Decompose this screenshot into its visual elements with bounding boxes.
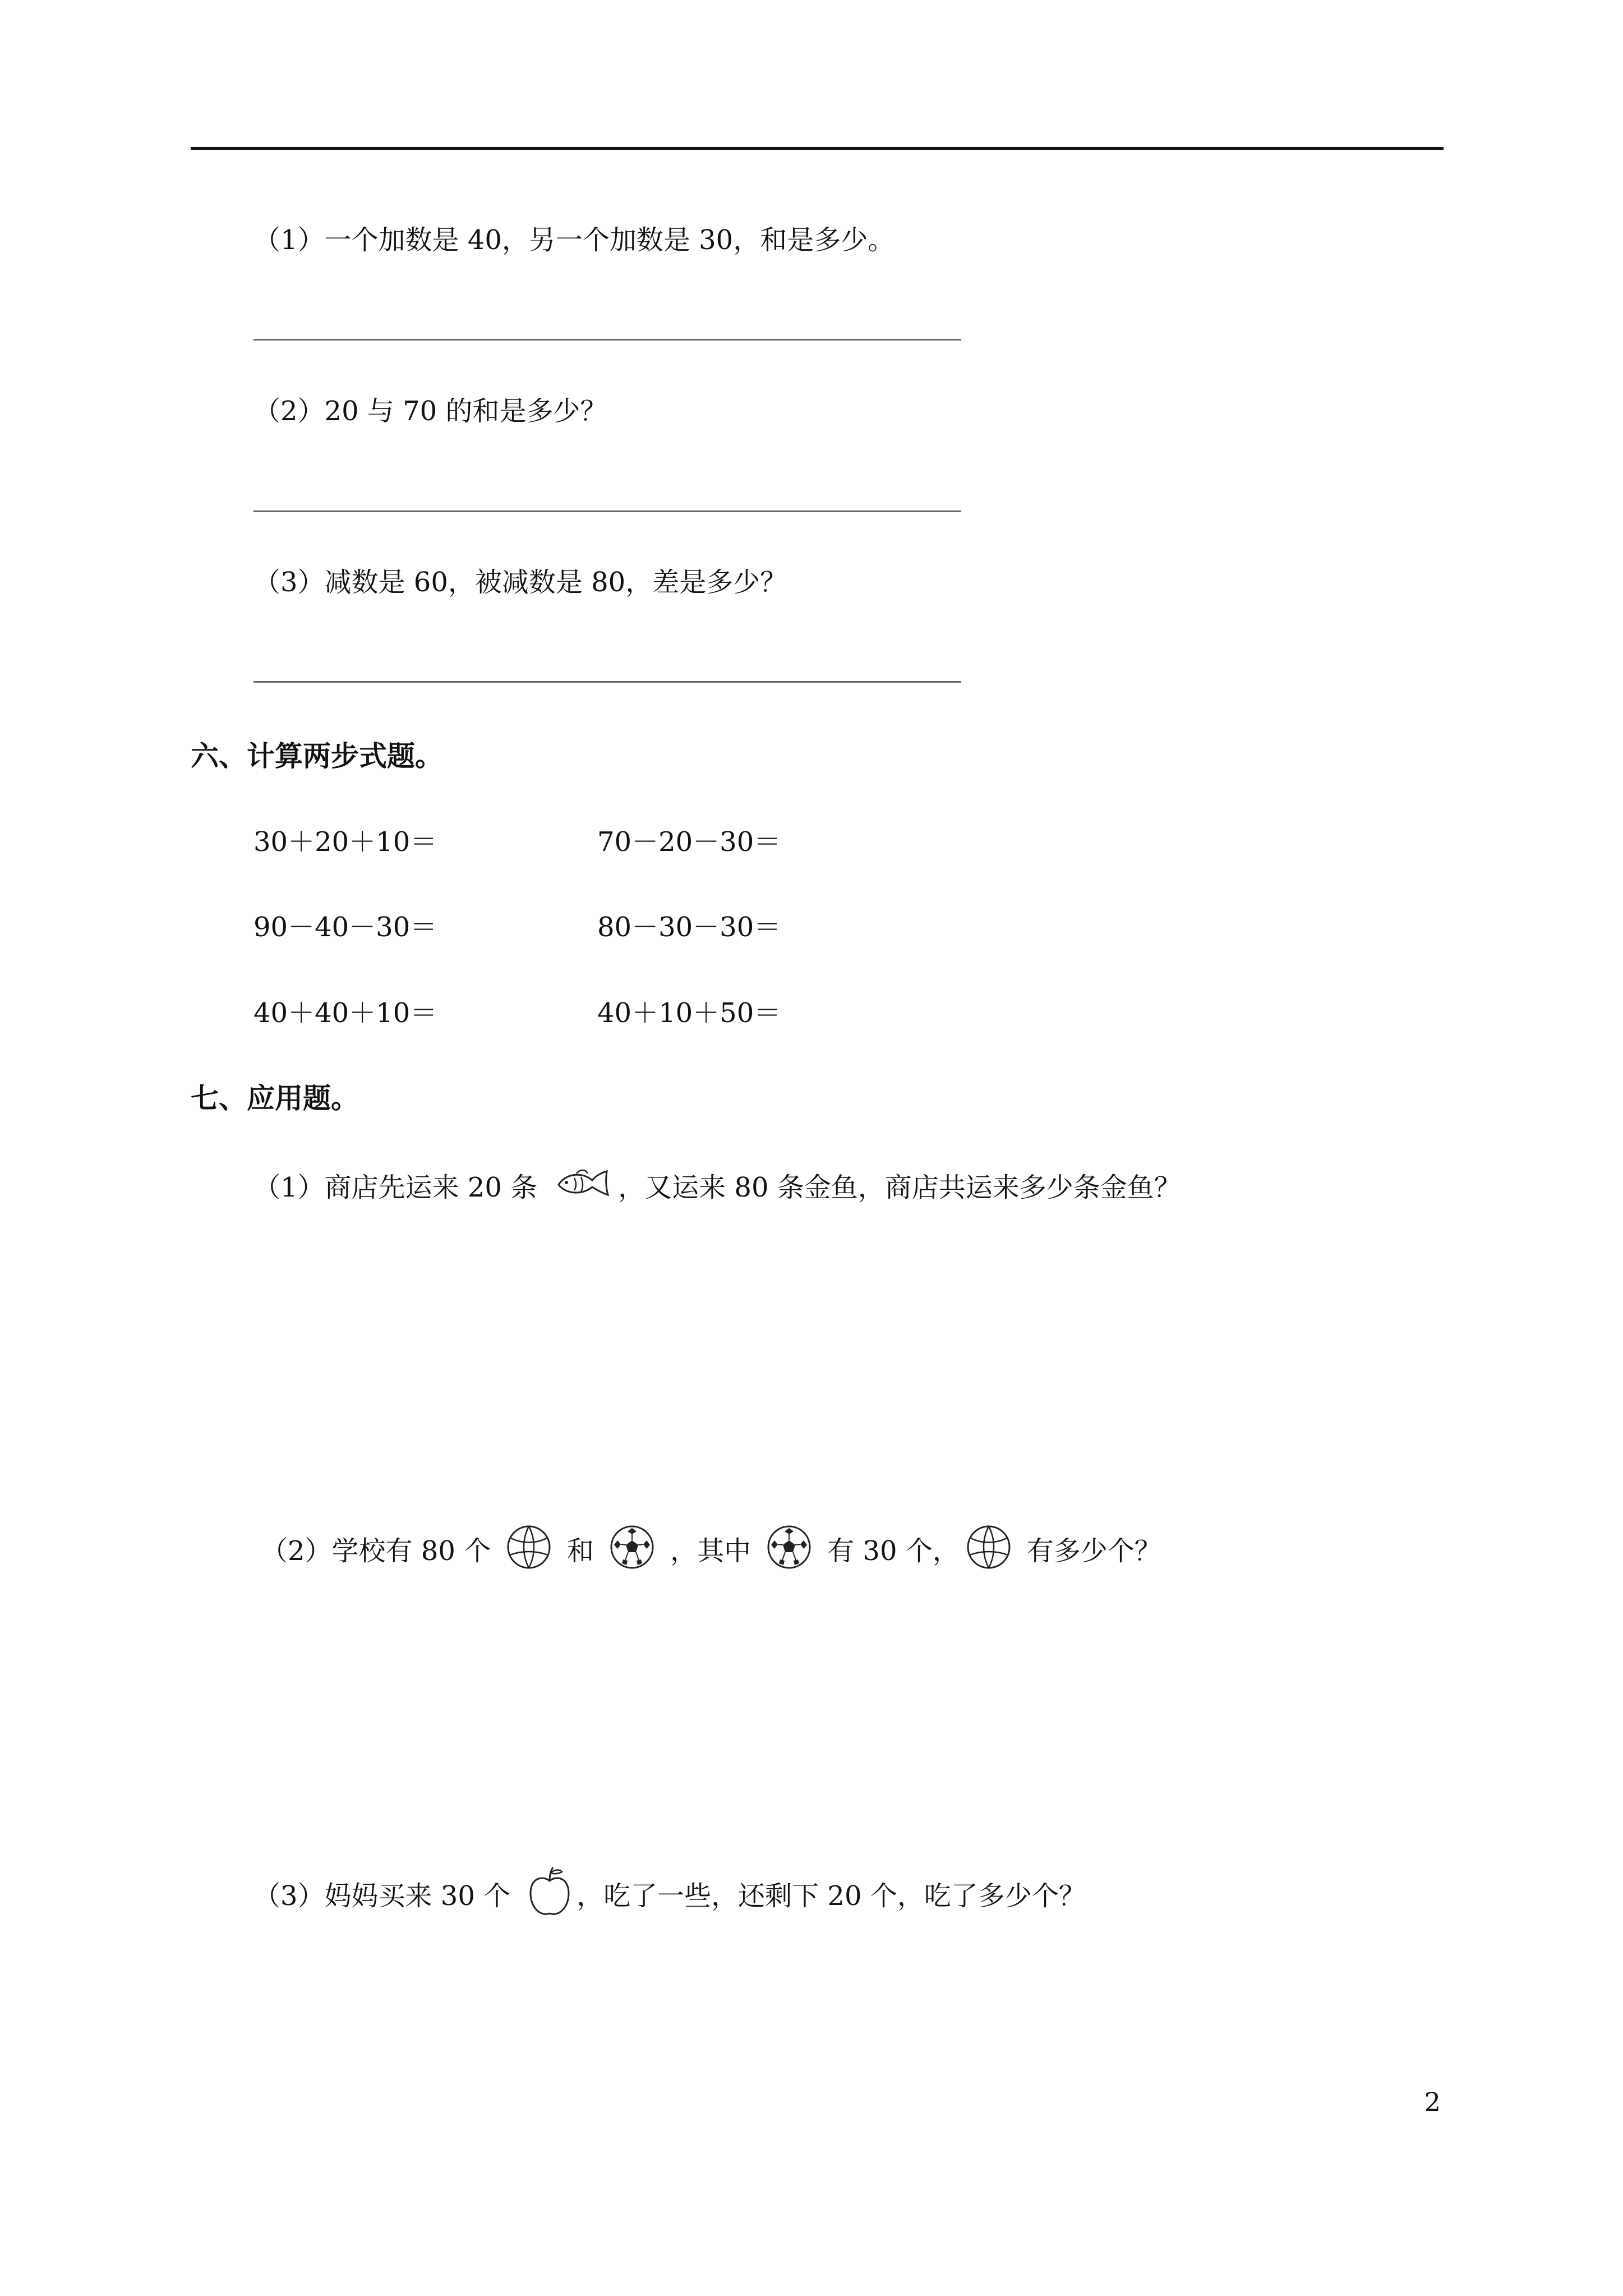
apple-icon — [526, 1865, 573, 1927]
answer-line-5-1 — [253, 339, 961, 341]
application-question-2 — [261, 1524, 1161, 1579]
question-text: ，又运来 80 条金鱼，商店共运来多少条金鱼？ — [618, 1172, 1181, 1203]
calc-item: 40＋40＋10＝ — [253, 997, 437, 1029]
question-5-1: （1）一个加数是 40，另一个加数是 30，和是多少。 — [253, 224, 895, 256]
question-text: 有 30 个， — [827, 1535, 960, 1567]
calc-item: 90－40－30＝ — [253, 912, 437, 943]
volleyball-icon — [505, 1524, 552, 1579]
soccer-ball-icon — [766, 1524, 813, 1579]
answer-line-5-2 — [253, 510, 961, 512]
question-text: ，吃了一些，还剩下 20 个，吃了多少个？ — [577, 1880, 1086, 1912]
goldfish-icon — [554, 1168, 610, 1207]
calc-item: 70－20－30＝ — [597, 826, 781, 858]
question-text: （2）学校有 80 个 — [261, 1535, 491, 1567]
question-5-2: （2）20 与 70 的和是多少？ — [253, 395, 607, 427]
soccer-ball-icon — [608, 1524, 656, 1579]
question-text: （3）妈妈买来 30 个 — [253, 1880, 511, 1912]
calc-item: 80－30－30＝ — [597, 912, 781, 943]
application-question-1 — [253, 1168, 1181, 1207]
page-number: 2 — [1424, 2087, 1441, 2117]
question-text: ，其中 — [670, 1535, 751, 1567]
application-question-3 — [253, 1865, 1086, 1927]
section-seven-heading: 七、应用题。 — [191, 1082, 359, 1115]
calc-item: 30＋20＋10＝ — [253, 826, 437, 858]
question-text: 和 — [567, 1535, 594, 1567]
question-5-3: （3）减数是 60，被减数是 80，差是多少？ — [253, 567, 787, 598]
question-text: 有多少个？ — [1026, 1535, 1161, 1567]
question-text: （1）商店先运来 20 条 — [253, 1172, 538, 1203]
calc-item: 40＋10＋50＝ — [597, 997, 781, 1029]
header-rule — [191, 147, 1444, 150]
volleyball-icon — [965, 1524, 1012, 1579]
section-six-heading: 六、计算两步式题。 — [191, 739, 443, 772]
answer-line-5-3 — [253, 681, 961, 683]
